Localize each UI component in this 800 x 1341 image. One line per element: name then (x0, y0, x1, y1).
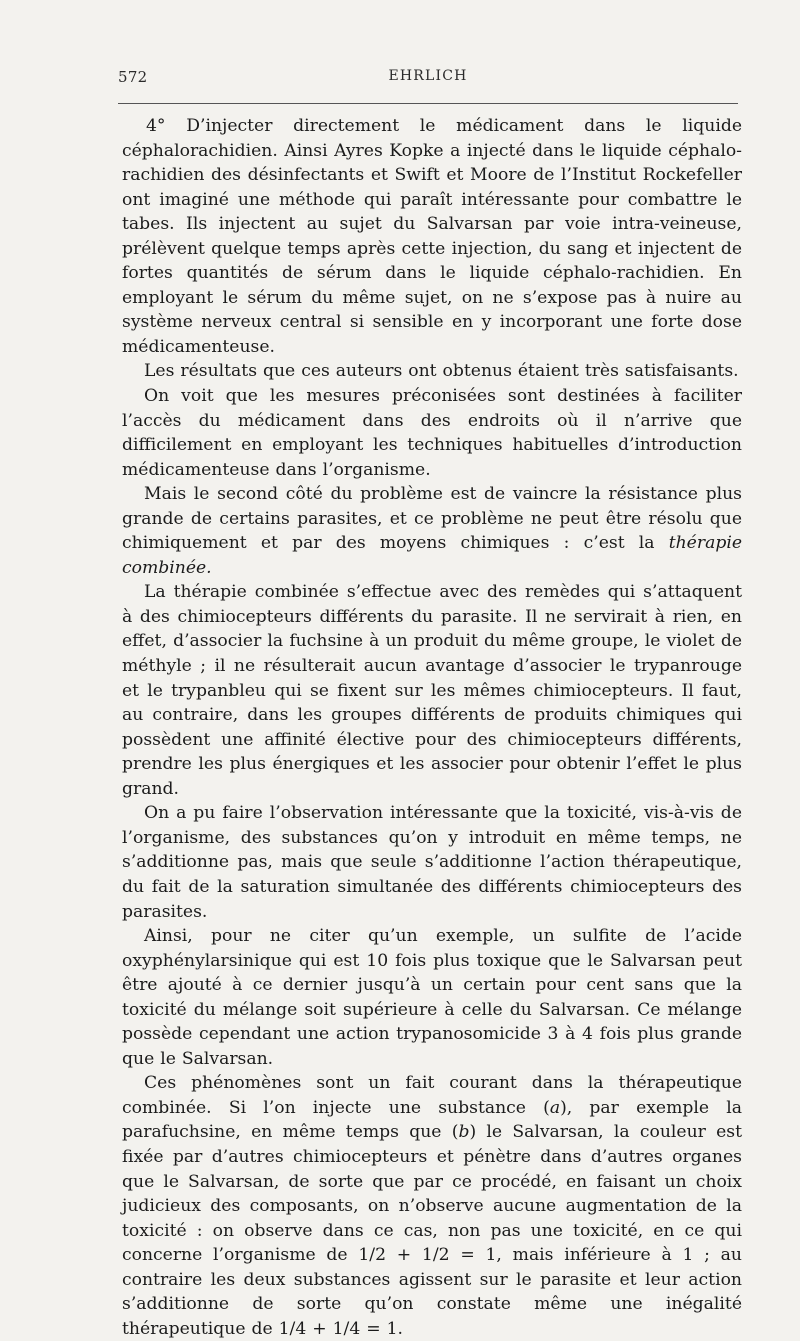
header-rule (118, 103, 738, 104)
paragraph-8-start: Ces phénomènes sont un fait courant dans la thérapeutique combinée. Si l’on injecte une substance ( (122, 1073, 742, 1118)
paragraph-8-end: ) le Salvarsan, la couleur est fixée par d’autres chimiocepteurs et pénètre dans d’autres organes que le Salvarsan, de sorte que par ce procédé, en faisant un choix judicieux des composants, on n’observe aucune augmentation de la toxicité : on observe dans ce cas, non pas une toxicité, en ce qui concerne l’organisme de 1/2 + 1/2 = 1, mais inférieure à 1 ; au contraire les deux substances agissent sur le parasite et leur action s’additionne de sorte qu’on constate même une inégalité thérapeutique de 1/4 + 1/4 = 1. (122, 1122, 742, 1339)
paragraph-8 (122, 1071, 742, 1341)
paragraph-4 (122, 482, 742, 580)
paragraph-8-middle: ), par exemple la parafuchsine, en même temps que ( (122, 1097, 742, 1143)
paragraph-2: Les résultats que ces auteurs ont obtenus étaient très satisfaisants. (144, 361, 739, 382)
page-header (118, 68, 738, 92)
paragraph-4-text: Mais le second côté du problème est de vaincre la résistance plus grande de certains parasites, et ce problème ne peut être résolu que chimiquement et par des moyens chimiques : c’est la (122, 484, 742, 554)
substance-a-label: a (549, 1097, 561, 1118)
paragraph-7: Ainsi, pour ne citer qu’un exemple, un sulfite de l’acide oxyphénylarsinique qui est 10 fois plus toxique que le Salvarsan peut être ajouté à ce dernier jusqu’à un certain pour cent sans que la toxicité du mélange soit supérieure à celle du Salvarsan. Ce mélange possède cependant une action trypanosomicide 3 à 4 fois plus grande que le Salvarsan. (122, 926, 742, 1069)
running-head: EHRLICH (388, 68, 468, 84)
paragraph-5: La thérapie combinée s’effectue avec des remèdes qui s’attaquent à des chimiocepteurs différents du parasite. Il ne servirait à rien, en effet, d’associer la fuchsine à un produit du même groupe, le violet de méthyle ; il ne résulterait aucun avantage d’associer le trypanrouge et le trypanbleu qui se fixent sur les mêmes chimiocepteurs. Il faut, au contraire, dans les groupes différents de produits chimiques qui possèdent une affinité élective pour des chimiocepteurs différents, prendre les plus énergiques et les associer pour obtenir l’effet le plus grand. (122, 582, 742, 799)
paragraph-6: On a pu faire l’observation intéressante que la toxicité, vis-à-vis de l’organisme, des substances qu’on y introduit en même temps, ne s’additionne pas, mais que seule s’additionne l’action thérapeutique, du fait de la saturation simultanée des différents chimiocepteurs des parasites. (122, 803, 742, 922)
body-text (122, 114, 742, 1341)
page-number: 572 (118, 68, 148, 86)
substance-b-label: b (458, 1122, 470, 1143)
paragraph-3: On voit que les mesures préconisées sont destinées à faciliter l’accès du médicament dans des endroits où il n’arrive que difficilement en employant les techniques habituelles d’introduction médicamenteuse dans l’organisme. (122, 386, 742, 480)
therapie-combinee-term: thérapie combinée. (122, 533, 742, 578)
paragraph-1: 4° D’injecter directement le médicament dans le liquide céphalorachidien. Ainsi Ayres Kopke a injecté dans le liquide céphalo-rachidien des désinfectants et Swift et Moore de l’Institut Rockefeller ont imaginé une méthode qui paraît intéressante pour combattre le tabes. Ils injectent au sujet du Salvarsan par voie intra-veineuse, prélèvent quelque temps après cette injection, du sang et injectent de fortes quantités de sérum dans le liquide céphalo-rachidien. En employant le sérum du même sujet, on ne s’expose pas à nuire au système nerveux central si sensible en y incorporant une forte dose médicamenteuse. (122, 116, 742, 357)
